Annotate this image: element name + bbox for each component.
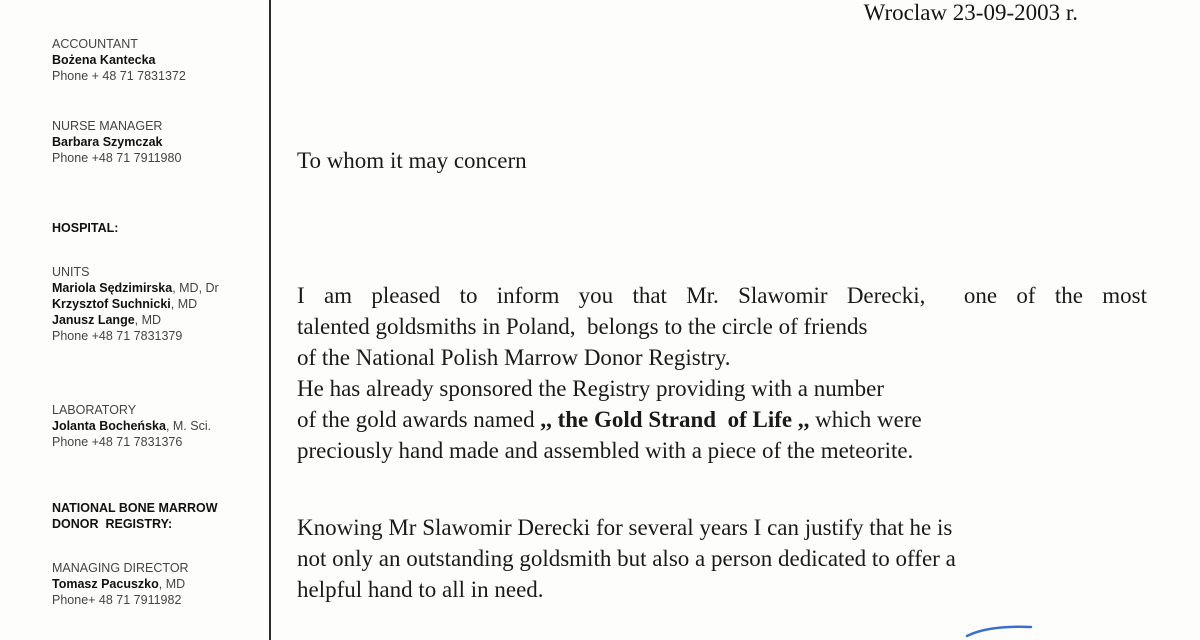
units-section: [52, 264, 267, 344]
units-person: Mariola Sędzimirska, MD, Dr: [52, 281, 219, 295]
nurse-manager-role: NURSE MANAGER: [52, 119, 163, 133]
nurse-manager-name: Barbara Szymczak: [52, 135, 163, 149]
accountant-role: ACCOUNTANT: [52, 37, 138, 51]
laboratory-phone: Phone +48 71 7831376: [52, 435, 183, 449]
units-role: UNITS: [52, 265, 90, 279]
nurse-manager-section: [52, 118, 267, 166]
paragraph-line: not only an outstanding goldsmith but also a person dedicated to offer a: [297, 546, 956, 571]
laboratory-section: [52, 402, 267, 450]
letter-date: Wroclaw 23-09-2003 r.: [863, 0, 1078, 25]
letter-paragraph-1: [297, 280, 1147, 466]
paragraph-line: preciously hand made and assembled with a piece of the meteorite.: [297, 438, 914, 463]
paragraph-line: of the National Polish Marrow Donor Registry.: [297, 345, 731, 370]
paragraph-line: Knowing Mr Slawomir Derecki for several years I can justify that he is: [297, 515, 953, 540]
paragraph-line: helpful hand to all in need.: [297, 577, 544, 602]
managing-director-phone: Phone+ 48 71 7911982: [52, 593, 182, 607]
units-phone: Phone +48 71 7831379: [52, 329, 183, 343]
vertical-divider: [269, 0, 271, 640]
paragraph-line-award: of the gold awards named ,, the Gold Strand of Life ,, which were: [297, 407, 922, 432]
laboratory-role: LABORATORY: [52, 403, 137, 417]
units-person: Janusz Lange, MD: [52, 313, 162, 327]
signature-stroke: [965, 624, 1035, 638]
laboratory-person: Jolanta Bocheńska, M. Sci.: [52, 419, 212, 433]
letter-paragraph-2: [297, 512, 1147, 605]
units-person: Krzysztof Suchnicki, MD: [52, 297, 198, 311]
registry-heading-line1: NATIONAL BONE MARROW: [52, 501, 218, 515]
managing-director-person: Tomasz Pacuszko, MD: [52, 577, 186, 591]
award-name: ,, the Gold Strand of Life ,,: [540, 407, 810, 432]
letter-salutation: To whom it may concern: [297, 148, 527, 173]
registry-section: [52, 500, 267, 532]
managing-director-role: MANAGING DIRECTOR: [52, 561, 189, 575]
managing-director-section: [52, 560, 267, 608]
hospital-section: [52, 220, 267, 236]
nurse-manager-phone: Phone +48 71 7911980: [52, 151, 182, 165]
accountant-name: Bożena Kantecka: [52, 53, 156, 67]
accountant-phone: Phone + 48 71 7831372: [52, 69, 186, 83]
accountant-section: [52, 36, 186, 84]
paragraph-line: I am pleased to inform you that Mr. Slawomir Derecki, one of the most: [297, 283, 1147, 308]
hospital-heading: HOSPITAL:: [52, 221, 119, 235]
paragraph-line: talented goldsmiths in Poland, belongs to the circle of friends: [297, 314, 868, 339]
paragraph-line: He has already sponsored the Registry providing with a number: [297, 376, 885, 401]
registry-heading-line2: DONOR REGISTRY:: [52, 517, 173, 531]
